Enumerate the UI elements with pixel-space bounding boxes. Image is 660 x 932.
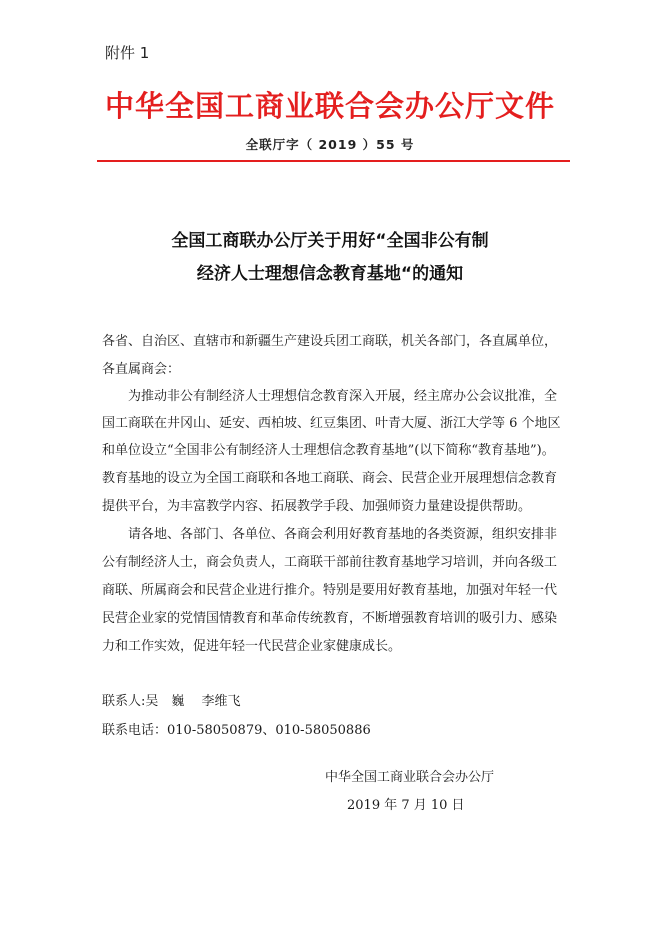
notice-title-line-1: 全国工商联办公厅关于用好“全国非公有制: [171, 231, 489, 251]
signature-organization: 中华全国工商业联合会办公厅: [325, 770, 495, 785]
paragraph-2-line: 公有制经济人士，商会负责人，工商联干部前往教育基地学习培训，并向各级工: [102, 555, 558, 570]
paragraph-2-line: 请各地、各部门、各单位、各商会利用好教育基地的各类资源，组织安排非: [128, 527, 558, 542]
salutation-line-1: 各省、自治区、直辖市和新疆生产建设兵团工商联，机关各部门，各直属单位，: [102, 334, 558, 349]
paragraph-2-line: 商联、所属商会和民营企业进行推介。特别是要用好教育基地，加强对年轻一代: [102, 583, 558, 598]
paragraph-2-line: 力和工作实效，促进年轻一代民营企业家健康成长。: [102, 639, 402, 654]
document-number: 全联厅字（ 2019 ）55 号: [245, 137, 415, 152]
paragraph-2-line: 民营企业家的党情国情教育和革命传统教育，不断增强教育培训的吸引力、感染: [102, 611, 558, 626]
contact-persons: 联系人:吴 巍 李维飞: [102, 694, 241, 709]
document-header-title: 中华全国工商业联合会办公厅文件: [104, 89, 555, 123]
paragraph-1-line: 教育基地的设立为全国工商联和各地工商联、商会、民营企业开展理想信念教育: [102, 471, 558, 486]
paragraph-1-line: 提供平台，为丰富教学内容、拓展教学手段、加强师资力量建设提供帮助。: [102, 499, 532, 514]
signature-date: 2019 年 7 月 10 日: [347, 798, 465, 813]
paragraph-1-line: 国工商联在井冈山、延安、西柏坡、红豆集团、叶青大厦、浙江大学等 6 个地区: [102, 416, 561, 431]
header-red-divider: [97, 160, 570, 162]
contact-phone: 联系电话：010-58050879、010-58050886: [102, 723, 371, 738]
paragraph-1-line: 和单位设立“全国非公有制经济人士理想信念教育基地”(以下简称“教育基地”)。: [102, 443, 555, 458]
paragraph-1-line: 为推动非公有制经济人士理想信念教育深入开展，经主席办公会议批准，全: [128, 389, 558, 404]
salutation-line-2: 各直属商会：: [102, 362, 181, 377]
attachment-label: 附件 1: [105, 44, 150, 62]
notice-title-line-2: 经济人士理想信念教育基地“的通知: [196, 264, 464, 284]
